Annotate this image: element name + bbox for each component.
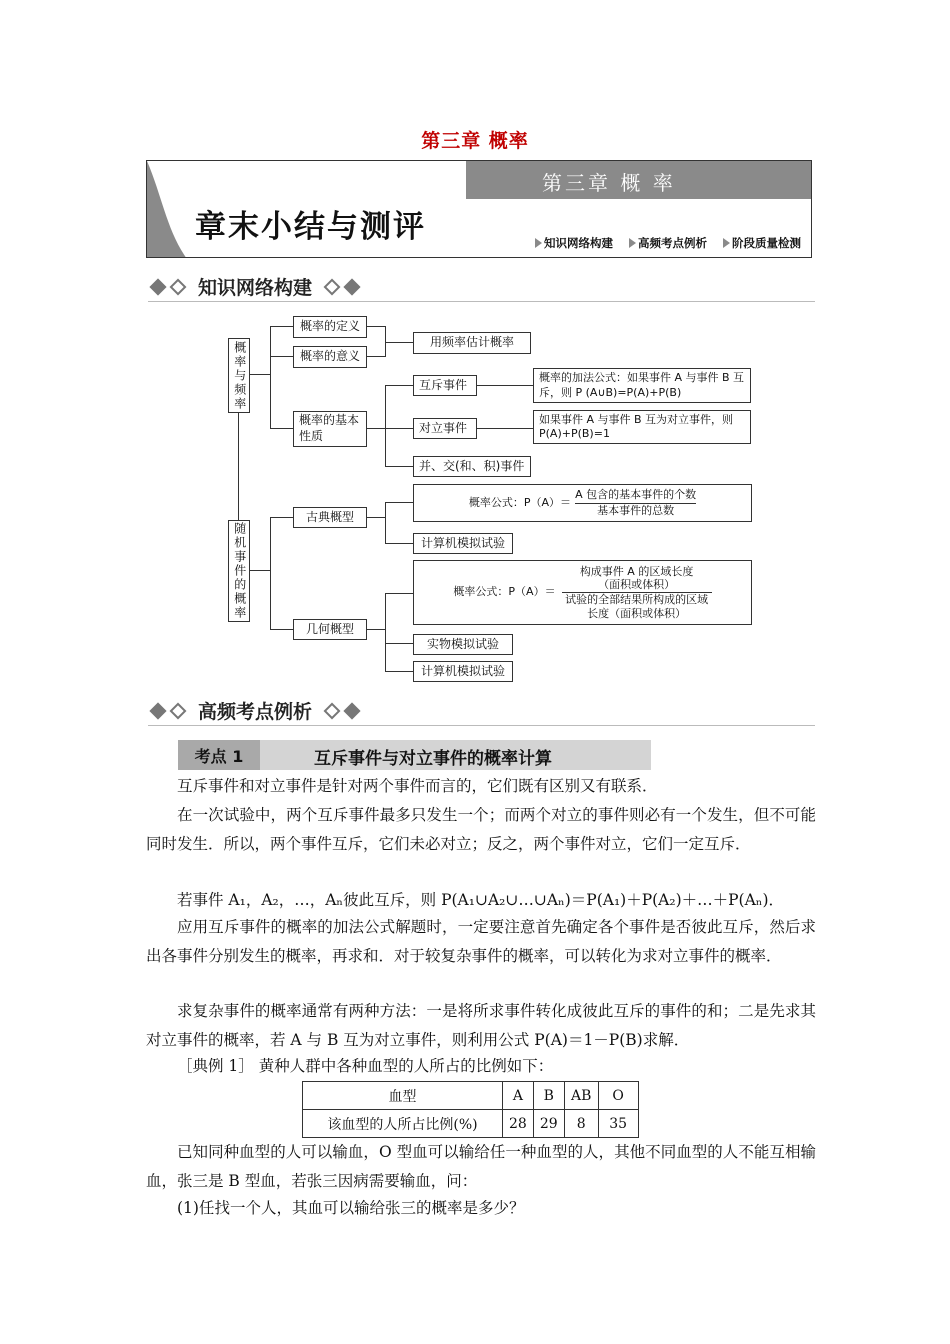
paragraph: 在一次试验中，两个互斥事件最多只发生一个；而两个对立的事件则必有一个发生，但不可能同时发生．所以，两个事件互斥，它们未必对立；反之，两个事件对立，它们一定互斥． <box>146 806 816 853</box>
example-intro: ［典例 1］ 黄种人群中各种血型的人所占的比例如下： <box>177 1057 554 1075</box>
map-complement: 对立事件 <box>413 418 477 439</box>
exam-point-bar <box>178 740 651 770</box>
table-header-cell: 血型 <box>303 1082 503 1110</box>
banner-chapter-label: 第三章 概 率 <box>542 171 676 195</box>
map-estimate: 用频率估计概率 <box>413 332 531 354</box>
map-geo-sim2: 计算机模拟试验 <box>413 661 513 682</box>
table-row <box>303 1082 639 1110</box>
map-classic-formula: 概率公式：P（A）＝ A 包含的基本事件的个数 基本事件的总数 <box>413 484 752 522</box>
map-mutex: 互斥事件 <box>413 375 477 396</box>
nav-item-examples[interactable]: 高频考点例析 <box>629 235 707 251</box>
classic-numerator: A 包含的基本事件的个数 <box>575 488 697 502</box>
section-title: 知识网络构建 <box>198 277 313 299</box>
paragraph: 求复杂事件的概率通常有两种方法：一是将所求事件转化成彼此互斥的事件的和；二是先求其对立事件的概率，若 A 与 B 互为对立事件，则利用公式 P(A)＝1－P(B)求解． <box>146 1002 816 1049</box>
paragraph: 互斥事件和对立事件是针对两个事件而言的，它们既有区别又有联系． <box>177 777 658 795</box>
paragraph: 应用互斥事件的概率的加法公式解题时，一定要注意首先确定各个事件是否彼此互斥，然后求出各事件分别发生的概率，再求和．对于较复杂事件的概率，可以转化为求对立事件的概率． <box>146 918 816 965</box>
map-meaning: 概率的意义 <box>293 346 367 368</box>
map-add-formula: 概率的加法公式：如果事件 A 与事件 B 互斥，则 P (A∪B)=P(A)+P(B) <box>533 368 751 403</box>
exam-point-label: 考点 1 <box>178 740 260 770</box>
map-basic: 概率的基本性质 <box>293 411 367 447</box>
classic-denominator: 基本事件的总数 <box>575 503 696 518</box>
table-cell: 28 <box>503 1110 534 1138</box>
triangle-icon <box>629 238 636 248</box>
section-title: 高频考点例析 <box>198 701 313 723</box>
geo-numerator: 构成事件 A 的区域长度（面积或体积） <box>579 564 694 592</box>
triangle-icon <box>723 238 730 248</box>
table-cell: 35 <box>598 1110 638 1138</box>
table-header-cell: O <box>598 1082 638 1110</box>
diamond-left-icon <box>148 281 188 293</box>
blood-type-table <box>302 1081 639 1138</box>
geo-denominator: 试验的全部结果所构成的区域长度（面积或体积） <box>562 592 712 621</box>
nav-item-test[interactable]: 阶段质量检测 <box>723 235 801 251</box>
exam-point-title: 互斥事件与对立事件的概率计算 <box>314 749 552 769</box>
diamond-right-icon <box>322 281 362 293</box>
map-classic: 古典概型 <box>293 507 367 528</box>
map-def: 概率的定义 <box>293 316 367 338</box>
paragraph: 若事件 A₁，A₂，…，Aₙ彼此互斥，则 P(A₁∪A₂∪…∪Aₙ)＝P(A₁)＋P(A₂)＋…＋P(Aₙ)． <box>177 891 785 909</box>
map-root-top: 概率与频率 <box>228 338 250 413</box>
diamond-left-icon <box>148 705 188 717</box>
banner-title: 章末小结与测评 <box>195 209 426 245</box>
banner-nav <box>535 235 801 251</box>
triangle-icon <box>535 238 542 248</box>
map-root-bottom: 随机事件的概率 <box>228 520 250 622</box>
question-1: (1)任找一个人，其血可以输给张三的概率是多少？ <box>177 1199 525 1217</box>
table-header-cell: A <box>503 1082 534 1110</box>
chapter-banner <box>146 160 812 258</box>
table-cell: 该血型的人所占比例(%) <box>303 1110 503 1138</box>
map-geo-formula: 概率公式：P（A）＝ 构成事件 A 的区域长度（面积或体积） 试验的全部结果所构成的区域长度（面积或体积） <box>413 560 752 625</box>
map-complement-formula: 如果事件 A 与事件 B 互为对立事件，则 P(A)+P(B)=1 <box>533 410 751 444</box>
section-header-knowledge <box>148 272 815 302</box>
table-cell: 8 <box>564 1110 598 1138</box>
table-header-cell: B <box>533 1082 564 1110</box>
map-geo: 几何概型 <box>293 619 367 640</box>
concept-map <box>228 314 758 684</box>
table-cell: 29 <box>533 1110 564 1138</box>
paragraph: 已知同种血型的人可以输血，O 型血可以输给任一种血型的人，其他不同血型的人不能互相输血，张三是 B 型血，若张三因病需要输血，问： <box>146 1143 816 1190</box>
map-geo-sim1: 实物模拟试验 <box>413 634 513 655</box>
table-header-cell: AB <box>564 1082 598 1110</box>
table-row <box>303 1110 639 1138</box>
diamond-right-icon <box>322 705 362 717</box>
section-header-examples <box>148 696 815 726</box>
map-union: 并、交(和、积)事件 <box>413 456 531 477</box>
map-classic-sim: 计算机模拟试验 <box>413 533 513 554</box>
nav-item-knowledge[interactable]: 知识网络构建 <box>535 235 613 251</box>
chapter-title: 第三章 概率 <box>421 130 529 152</box>
